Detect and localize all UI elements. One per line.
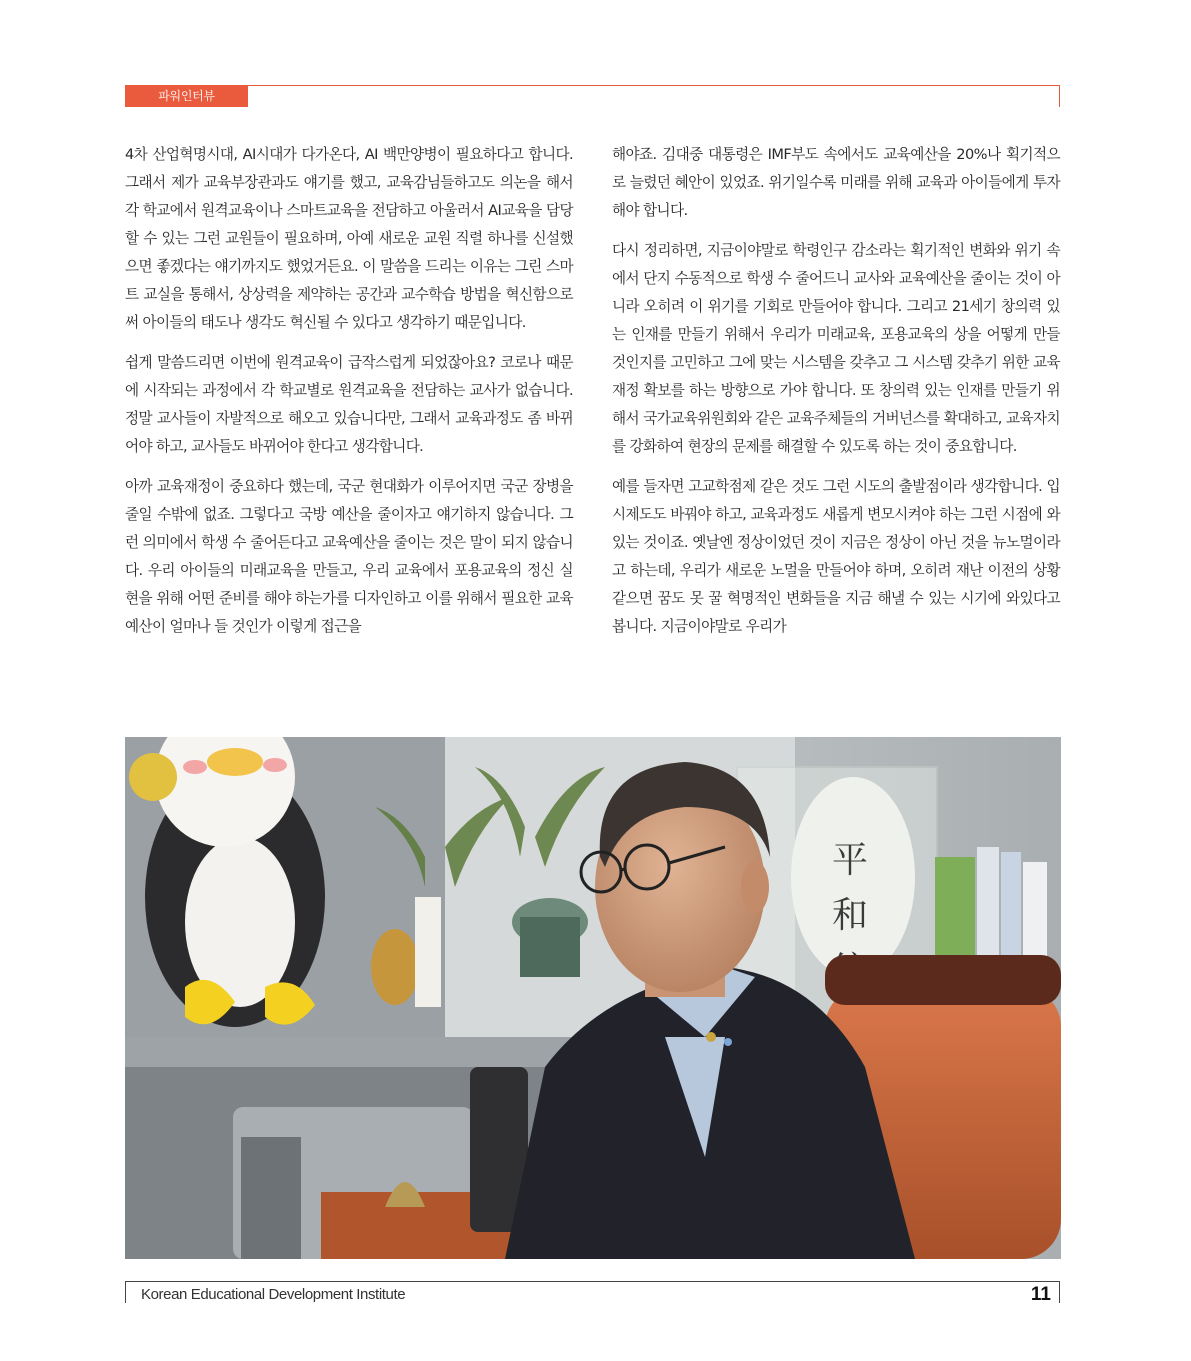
footer-rule-right-tick xyxy=(1059,1281,1060,1303)
vase-calligraphy-2: 和 xyxy=(831,895,869,936)
paragraph: 쉽게 말씀드리면 이번에 원격교육이 급작스럽게 되었잖아요? 코로나 때문에 시작되는 과정에서 각 학교별로 원격교육을 전담하는 교사가 없습니다. 정말 교사들이 자발적으로 해오고 있습니다만, 그래서 교육과정도 좀 바뀌어야 하고, 교사들도 바뀌어야 한다고 생각합니다. xyxy=(125,354,573,455)
paragraph: 해야죠. 김대중 대통령은 IMF부도 속에서도 교육예산을 20%나 획기적으로 늘렸던 혜안이 있었죠. 위기일수록 미래를 위해 교육과 아이들에게 투자해야 합니다. xyxy=(612,146,1060,219)
footer-rule-left-tick xyxy=(125,1281,126,1303)
paragraph: 4차 산업혁명시대, AI시대가 다가온다, AI 백만양병이 필요하다고 합니다. 그래서 제가 교육부장관과도 얘기를 했고, 교육감님들하고도 의논을 해서 각 학교에서 원격교육이나 스마트교육을 전담하고 아울러서 AI교육을 담당할 수 있는 그런 교원들이 필요하며, 아예 새로운 교원 직렬 하나를 신설했으면 좋겠다는 얘기까지도 했었거든요. 이 말씀을 드리는 이유는 그린 스마트 교실을 통해서, 상상력을 제약하는 공간과 교수학습 방법을 혁신함으로써 아이들의 태도나 생각도 혁신될 수 있다고 생각하기 때문입니다. xyxy=(125,146,573,331)
header-rule-tick xyxy=(1059,85,1060,107)
header-rule xyxy=(248,85,1060,86)
paragraph: 예를 들자면 고교학점제 같은 것도 그런 시도의 출발점이라 생각합니다. 입시제도도 바꿔야 하고, 교육과정도 새롭게 변모시켜야 하는 그런 시점에 와있는 것이죠. 옛날엔 정상이었던 것이 지금은 정상이 아닌 것을 뉴노멀이라고 하는데, 우리가 새로운 노멀을 만들어야 하며, 오히려 재난 이전의 상황 같으면 꿈도 못 꿀 혁명적인 변화들을 지금 해낼 수 있는 시기에 와있다고 봅니다. 지금이야말로 우리가 xyxy=(612,478,1060,635)
left-column xyxy=(125,141,573,653)
vase-calligraphy-1: 平 xyxy=(831,840,869,881)
footer-institute-name: Korean Educational Development Institute xyxy=(141,1286,406,1303)
footer-rule xyxy=(125,1281,1060,1282)
interview-photo xyxy=(125,737,1061,1259)
right-column xyxy=(612,141,1060,653)
page-number: 11 xyxy=(1030,1284,1051,1305)
paragraph: 다시 정리하면, 지금이야말로 학령인구 감소라는 획기적인 변화와 위기 속에서 단지 수동적으로 학생 수 줄어드니 교사와 교육예산을 줄이는 것이 아니라 오히려 이 위기를 기회로 만들어야 합니다. 그리고 21세기 창의력 있는 인재를 만들기 위해서 우리가 미래교육, 포용교육의 상을 어떻게 만들 것인지를 고민하고 그에 맞는 시스템을 갖추고 그 시스템 갖추기 위한 교육재정 확보를 하는 방향으로 가야 합니다. 또 창의력 있는 인재를 만들기 위해서 국가교육위원회와 같은 교육주체들의 거버넌스를 확대하고, 교육자치를 강화하여 현장의 문제를 해결할 수 있도록 하는 것이 중요합니다. xyxy=(612,242,1060,455)
section-tag: 파워인터뷰 xyxy=(125,85,248,107)
paragraph: 아까 교육재정이 중요하다 했는데, 국군 현대화가 이루어지면 국군 장병을 줄일 수밖에 없죠. 그렇다고 국방 예산을 줄이자고 얘기하지 않습니다. 그런 의미에서 학생 수 줄어든다고 교육예산을 줄이는 것은 말이 되지 않습니다. 우리 아이들의 미래교육을 만들고, 우리 교육에서 포용교육의 정신 실현을 위해 어떤 준비를 해야 하는가를 디자인하고 이를 위해서 필요한 교육예산이 얼마나 들 것인가 이렇게 접근을 xyxy=(125,478,573,635)
